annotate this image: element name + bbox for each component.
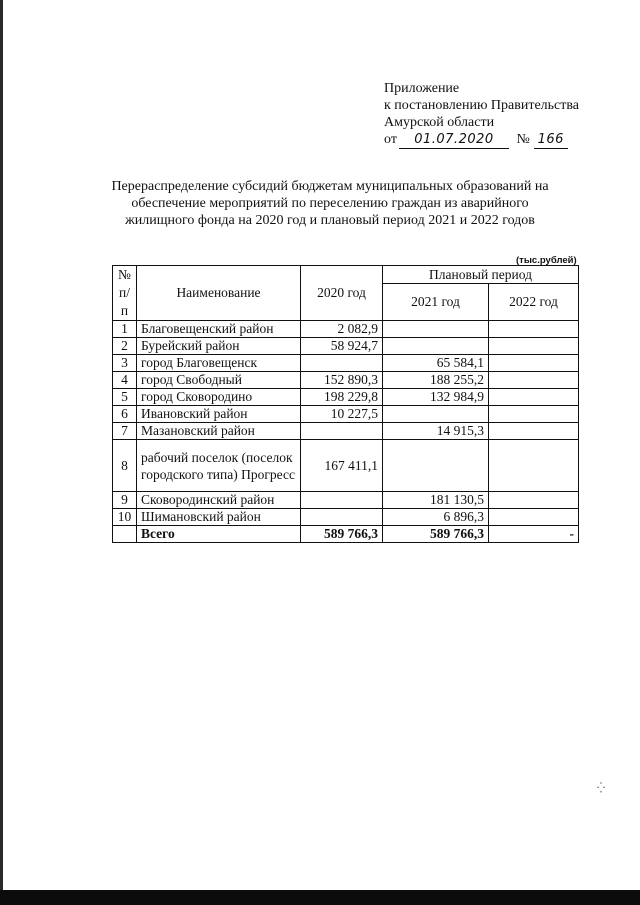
row-number: 5 — [113, 389, 137, 406]
table-row — [113, 389, 579, 406]
row-2021: 14 915,3 — [383, 423, 489, 440]
appendix-line-3: Амурской области — [384, 115, 495, 130]
table-row — [113, 372, 579, 389]
row-2021: 65 584,1 — [383, 355, 489, 372]
header-name: Наименование — [137, 266, 301, 321]
table-row — [113, 440, 579, 492]
row-name: город Сковородино — [137, 389, 301, 406]
scan-edge-bottom — [0, 890, 640, 905]
row-name: Ивановский район — [137, 406, 301, 423]
appendix-line-1: Приложение — [384, 81, 460, 96]
table-row — [113, 509, 579, 526]
row-2021 — [383, 321, 489, 338]
row-2022 — [489, 423, 579, 440]
row-name: Благовещенский район — [137, 321, 301, 338]
row-2020 — [301, 355, 383, 372]
row-number: 4 — [113, 372, 137, 389]
row-number: 2 — [113, 338, 137, 355]
appendix-line-2: к постановлению Правительства — [384, 98, 580, 113]
row-2021 — [383, 406, 489, 423]
row-number: 9 — [113, 492, 137, 509]
table-row — [113, 321, 579, 338]
row-2021 — [383, 338, 489, 355]
header-2021: 2021 год — [383, 284, 489, 321]
row-2022 — [489, 372, 579, 389]
row-2020: 58 924,7 — [301, 338, 383, 355]
row-name: город Благовещенск — [137, 355, 301, 372]
from-label: от — [384, 132, 397, 147]
table-row — [113, 492, 579, 509]
row-name: город Свободный — [137, 372, 301, 389]
row-name: Бурейский район — [137, 338, 301, 355]
header-2020: 2020 год — [301, 266, 383, 321]
row-2020: 198 229,8 — [301, 389, 383, 406]
total-2021: 589 766,3 — [383, 526, 489, 543]
row-2020 — [301, 492, 383, 509]
row-2020 — [301, 509, 383, 526]
row-2022 — [489, 355, 579, 372]
total-label: Всего — [137, 526, 301, 543]
row-2020: 10 227,5 — [301, 406, 383, 423]
total-number — [113, 526, 137, 543]
appendix-block — [384, 80, 579, 149]
scan-edge-left — [0, 0, 3, 905]
row-number: 3 — [113, 355, 137, 372]
date-value: 01.07.2020 — [399, 131, 509, 149]
row-2022 — [489, 440, 579, 492]
row-2021: 132 984,9 — [383, 389, 489, 406]
row-2020: 167 411,1 — [301, 440, 383, 492]
row-2022 — [489, 389, 579, 406]
total-row — [113, 526, 579, 543]
number-value: 166 — [534, 131, 568, 149]
header-number — [113, 266, 137, 321]
table-row — [113, 355, 579, 372]
row-name: Мазановский район — [137, 423, 301, 440]
row-name: Сковородинский район — [137, 492, 301, 509]
row-2020: 152 890,3 — [301, 372, 383, 389]
total-2020: 589 766,3 — [301, 526, 383, 543]
row-name: Шимановский район — [137, 509, 301, 526]
units-label: (тыс.рублей) — [516, 255, 577, 266]
row-2022 — [489, 509, 579, 526]
table-row — [113, 338, 579, 355]
row-2021: 181 130,5 — [383, 492, 489, 509]
total-2022: - — [489, 526, 579, 543]
row-number: 1 — [113, 321, 137, 338]
subsidy-table — [112, 265, 579, 543]
header-2022: 2022 год — [489, 284, 579, 321]
table-row — [113, 423, 579, 440]
row-number: 10 — [113, 509, 137, 526]
document-title: Перераспределение субсидий бюджетам муниципальных образований на обеспечение мероприятий по переселению граждан из аварийного жилищного фонда на 2020 год и плановый период 2021 и 2022 годов — [111, 179, 549, 228]
row-2021: 188 255,2 — [383, 372, 489, 389]
row-2022 — [489, 338, 579, 355]
appendix-date-line — [384, 131, 579, 149]
row-number: 7 — [113, 423, 137, 440]
row-2020: 2 082,9 — [301, 321, 383, 338]
row-2022 — [489, 321, 579, 338]
header-number-text: № п/ п — [118, 267, 131, 318]
row-2021 — [383, 440, 489, 492]
header-planned-period: Плановый период — [383, 266, 579, 284]
row-2020 — [301, 423, 383, 440]
number-label: № — [516, 132, 530, 147]
row-name: рабочий поселок (поселок городского типа) Прогресс — [137, 440, 301, 492]
scan-speck: ⁛ — [597, 783, 605, 794]
row-2022 — [489, 492, 579, 509]
row-number: 6 — [113, 406, 137, 423]
row-number: 8 — [113, 440, 137, 492]
row-2022 — [489, 406, 579, 423]
row-2021: 6 896,3 — [383, 509, 489, 526]
table-row — [113, 406, 579, 423]
